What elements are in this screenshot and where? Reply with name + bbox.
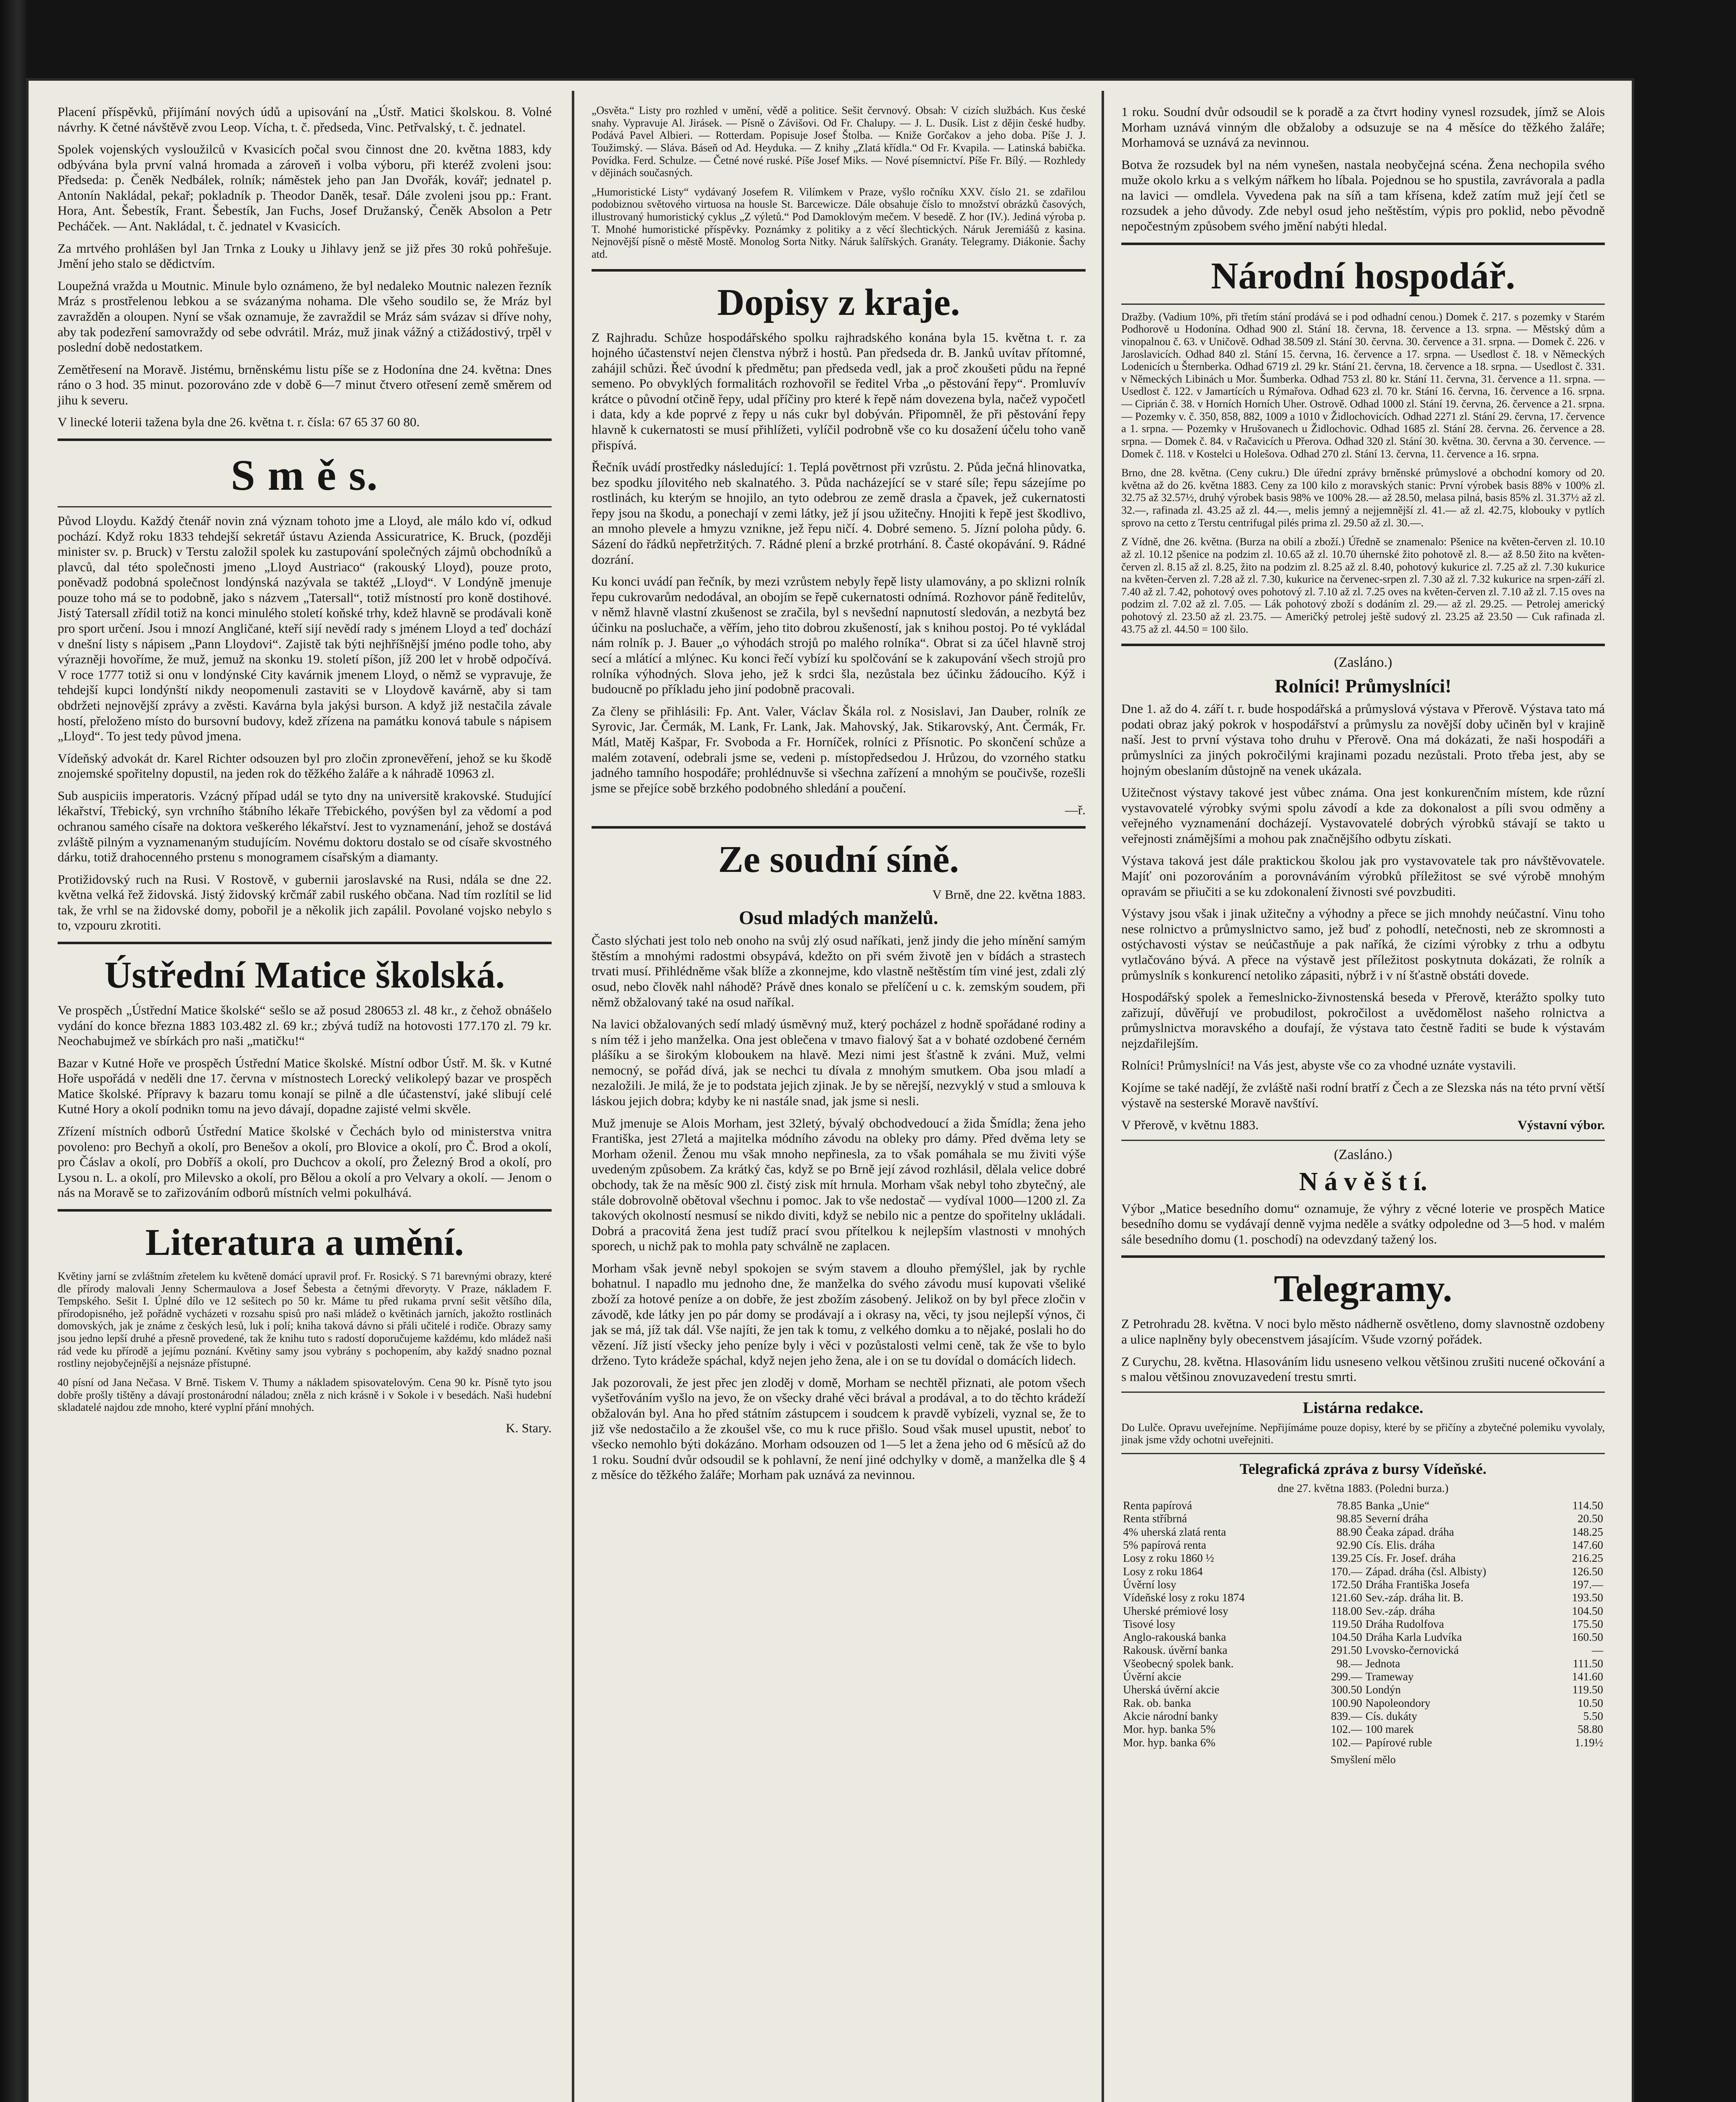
burza-item-value: 100.90: [1331, 1696, 1362, 1709]
burza-table: [1121, 1499, 1605, 1749]
burza-item-value: 10.50: [1577, 1696, 1603, 1709]
section-title-matice: Ústřední Matice školská.: [104, 954, 505, 996]
notice-para: „Humoristické Listy“ vydávaný Josefem R. Vilímkem v Praze, vyšlo ročníku XXV. číslo 21. se zdařilou podobiznou světového virtuosa na housle St. Barcewicze. Dále obsahuje číslo to množství obrázků časových, illustrovaný humoristický cyklus „Z výletů.“ Pod Damoklovým mečem. V besedě. Z hor (IV.). Jediná výroba p. T. Mnohé humoristické příspěvky. Poznámky z politiky a z věcí šlechtických. Náruk Jeremiášů z kasina. Nejnovější písně o městě Mostě. Monolog Sorta Nitky. Náruk šalířských. Granáty. Telegramy. Diákonie. Šachy atd.: [592, 185, 1086, 260]
zaslano-label: (Zasláno.): [1334, 1146, 1392, 1162]
burza-row: [1121, 1644, 1605, 1657]
notice-para: V linecké loterii tažena byla dne 26. května t. r. čísla: 67 65 37 60 80.: [58, 415, 420, 430]
section-divider: [1121, 304, 1605, 305]
burza-item-name: Dráha Rudolfova: [1365, 1617, 1444, 1630]
article-para: Ku konci uvádí pan řečník, by mezi vzrůstem nebyly řepě listy ulamovány, a po sklizni rolník řepu cukrovarům nedodával, an obojím se řepě cukernatosti odnímá. Rozhovor páně ředitelův, v němž hlavně vlastní zkušenost se zračila, byl s nevšední napnutostí sledován, a nezbytá bez účinku na posluchače, a věřím, jeho tito dobrou zkušeností, jak s knihou postoj. Po té vykládal nám rolník p. J. Bauer „o výhodách strojů po malého rolníka“. Obrat si za účel hlavně stroj secí a mlátící a mlýnec. Ku konci řečí vybízí ku spolčování se k zakupování všech strojů pro rolníka výhodných. Slova jeho, jež k srdci šla, nezůstala bez účinku žádoucího. Kýž i budoucně po příkladu jeho jiní podobně pracovali.: [592, 574, 1086, 697]
burza-row: [1121, 1512, 1605, 1525]
zaslano-label: (Zasláno.): [1334, 655, 1392, 671]
burza-row: [1121, 1683, 1605, 1696]
burza-item-name: Úvěrní losy: [1123, 1578, 1176, 1591]
column-2: [592, 104, 1086, 1489]
article-para: Botva že rozsudek byl na ném vynešen, nastala neobyčejná scéna. Žena nechopila svého muže okolo krku a s velkým nářkem ho líbala. Pojednou se ho spustila, zavrávorala a padla na lavici — omdlela. Vyvedena pak na síň a tam křísena, kdež zatím muž její četl se rozsudek a jeho důvody. Zde nebyl osud jeho neštěstím, výpis pro poklid, nebo pěvodně nepočestným způsobem svého jmění nabýti hledal.: [1121, 157, 1605, 234]
burza-item-value: 291.50: [1331, 1644, 1362, 1657]
burza-item-name: Rakousk. úvěrní banka: [1123, 1644, 1228, 1657]
section-title-burza: Telegrafická zpráva z bursy Vídeňské.: [1239, 1460, 1487, 1477]
burza-item-name: Akcie národní banky: [1123, 1710, 1218, 1722]
burza-item-value: 141.60: [1572, 1670, 1603, 1683]
burza-item-value: 147.60: [1572, 1538, 1603, 1551]
article-para: Sub auspiciis imperatoris. Vzácný případ udál se tyto dny na universitě krakovské. Studující lékařství, Třebický, syn vrchního štábního lékaře Třebického, povýšen byl za vědomí a pod ochranou samého císaře na doktora veškerého lékařství. Jest to vyznamenání, jehož se dostává zvláště pilným a vyznamenaným studujícím. Novému doktoru dostalo se od císaře skvostného dárku, totiž drahocenného prstenu s monogramem císařským a diamanty.: [58, 788, 552, 865]
section-divider: [1121, 243, 1605, 245]
section-divider: [1121, 1140, 1605, 1141]
burza-item-value: 170.—: [1331, 1565, 1362, 1578]
article-para: Vídeňský advokát dr. Karel Richter odsouzen byl pro zločin zpronevěření, jehož se ku škodě znojemské spořitelny dopustil, na jeden rok do těžkého žaláře a k náhradě 10963 zl.: [58, 750, 552, 781]
article-para: Výstavy jsou však i jinak užitečny a výhodny a přece se jich mnohdy neúčastní. Vinu toho nese rolnictvo a průmyslnictvo samo, jež buď z pohodlí, netečnosti, neb ze skromnosti a ostýchavosti výstav se neúčastňuje a pak naříká, že cizími výrobky z trhu a odbytu vytlačováno bývá. A přece na výstavě jest příležitost poskytnuta dokázati, že rolník a průmyslník s konkurencí netoliko zápasiti, nýbrž i v ní šťastně obstáti dovede.: [1121, 906, 1605, 982]
burza-item-value: 175.50: [1572, 1617, 1603, 1630]
burza-item-name: Napoleondory: [1365, 1696, 1431, 1709]
article-para: Zřízení místních odborů Ústřední Matice školské v Čechách bylo od ministerstva vnitra povoleno: pro Bechyň a okolí, pro Benešov a okolí, pro Blovice a okolí, pro Č. Brod a okolí, pro Čáslav a okolí, pro Dobříš a okolí, pro Duchcov a okolí, pro Železný Brod a okolí, pro Lysou n. L. a okolí, pro Milevsko a okolí, pro Bělou a okolí a pro Velvary a okolí. — Jenom o nás na Moravě se to zařizováním odborů místních velmi pokulhává.: [58, 1124, 552, 1200]
burza-item-name: Lvovsko-černovická: [1365, 1644, 1459, 1657]
burza-row: [1121, 1539, 1605, 1552]
burza-item-value: 58.80: [1577, 1723, 1603, 1736]
article-para: 1 roku. Soudní dvůr odsoudil se k poradě a za čtvrt hodiny vynesl rozsudek, jímž se Alois Morham uznává vinným dle obžaloby a odsuzuje se na 4 měsíce do těžkého žaláře; Morhamová se uznává za nevinnou.: [1121, 104, 1605, 150]
burza-item-value: 193.50: [1572, 1591, 1603, 1604]
article-para: Výbor „Matice besedního domu“ oznamuje, že výhry z věcné loterie ve prospěch Matice besedního domu se vydávají denně vyjma neděle a svátky odpoledne od 3—5 hod. v malém sále besedního domu (1. poschodí) na odevzdaný tažený los.: [1121, 1201, 1605, 1246]
burza-item-value: 104.50: [1572, 1604, 1603, 1617]
section-divider: [592, 269, 1086, 272]
section-divider: [1121, 644, 1605, 646]
burza-row: [1121, 1618, 1605, 1631]
section-divider: [1121, 1453, 1605, 1454]
article-para: Protižidovský ruch na Rusi. V Rostově, v gubernii jaroslavské na Rusi, ndála se dne 22. května velká řež židovská. Jistý židovský krčmář zabil ruského občana. Nad tím rozlítil se lid tak, že vrhl se na židovské domy, pobořil je a několik jich zapálil. Povolané vojsko nebylo s to, vzpouru zkrotiti.: [58, 871, 552, 933]
column-1: [58, 104, 552, 1440]
article-para: Květiny jarní se zvláštním zřetelem ku květeně domácí upravil prof. Fr. Rosický. S 71 barevnými obrazy, které dle přírody malovali Jenny Schermaulova a Josef Šebesta a četnými dřevoryty. V Praze, nákladem F. Tempského. Sešit I. Úplné dílo ve 12 sešitech po 50 kr. Máme tu před rukama první sešit většího díla, přírodopisného, jež pořádně vycházeti v rozsahu spisů pro naši mládež o květinách jarních, jakožto rostlinách domovských, jak je známe z českých lesů, luk i polí; kniha taková dávno si přáli učitelé i rodiče. Obrazy samy jsou jedno lepší druhé a přesně provedené, tak že knihu tuto s radostí doporučujeme každému, kdo mládež naši rád vede ku přírodě a jejímu poznání. Květiny samy jsou vybrány s pochopením, aby každý snadno poznal rostliny nejobyčejnější a nejsnáze přístupné.: [58, 1270, 552, 1370]
burza-item-value: 102.—: [1331, 1736, 1362, 1749]
burza-row: [1121, 1697, 1605, 1710]
article-para: Jak pozorovali, že jest přec jen zloděj v domě, Morham se nechtěl přiznati, ale potom všech vyšetřováním vyšlo na jevo, že on všecky drahé věci brával a prodával, a to do těchto krádeží obžalován byl. Ana ho před státním zástupcem i soudcem k pravdě vybízeli, vyznal se, že to již vše nedostačilo a že zkoušel vše, co mu k ruce přišlo. Soud však musel upustit, neboť to všecko nemohlo býti dokázáno. Morham odsouzen od 1—5 let a žena jeho od 6 měsíců až do 1 roku. Soudní dvůr odsoudil se k pohlavní, že není jiné odchylky v domě, a manželka dle § 4 z měsíce do těžkého žaláře; Morham pak uznává za nevinnou.: [592, 1375, 1086, 1482]
column-3: [1121, 104, 1605, 1770]
article-para: Muž jmenuje se Alois Morham, jest 32letý, bývalý obchodvedoucí a žida Šmídla; žena jeho Františka, jest 27letá a majitelka módního závodu na obleky pro dámy. Před dvěma lety se Morham oženil. Ženou mu však mnoho nepřinesla, za to však pomáhala se mu živiti výše uvedeným způsobem. Za krátký čas, když se po Brně její závod rozhlásil, dělala velice dobré obchody, tak že na měsíc 900 zl. čistý zisk mít hrnula. Morham však nebyl toho zbytečný, ale stále dobrovolně obětoval všechnu i pomoc. Jak to vše nedostač — vydíval 1000—1200 zl. Za takových okolností nesmusí se nikdo diviti, když se nebilo nic a pentze do spořitelny ukládali. Dobrá a pracovitá žena jest tudíž prací svou přítelkou k nejlepším vlastnosti v mnohých sporech, u nichž pak to mohla paty schválně ne zaplacen.: [592, 1115, 1086, 1254]
burza-item-name: Londýn: [1365, 1683, 1401, 1696]
article-para: Dne 1. až do 4. září t. r. bude hospodářská a průmyslová výstava v Přerově. Výstava tato má podati obraz jaký pokrok v hospodářství a průmyslu za novější doby učiněn byl v krajině naší. Jest to první výstava toho druhu v Přerově. Ona má dokázati, že naši hospodáři a průmyslníci za jiných pokročilými krajinami pozadu nezůstali. Proto třeba jest, aby se hojným obeslaním důstojně na venek ukázala.: [1121, 701, 1605, 778]
burza-row: [1121, 1578, 1605, 1591]
burza-row: [1121, 1499, 1605, 1512]
burza-item-value: 126.50: [1572, 1565, 1603, 1578]
column-rule-2: [1102, 91, 1104, 2102]
burza-item-value: 160.50: [1572, 1631, 1603, 1644]
section-divider: [58, 1209, 552, 1212]
section-title-hospodar: Národní hospodář.: [1211, 255, 1515, 297]
burza-item-name: Uherské prémiové losy: [1123, 1604, 1229, 1617]
section-divider: [58, 506, 552, 507]
burza-item-value: 98.—: [1336, 1657, 1362, 1670]
burza-footer: Smyšlení mělo: [1330, 1753, 1396, 1766]
burza-subtitle: dne 27. května 1883. (Poledni burza.): [1277, 1482, 1449, 1495]
article-para: Rolníci! Průmyslníci! na Vás jest, abyste vše co za vhodné uznáte vystavili.: [1121, 1058, 1516, 1073]
burza-item-name: Renta stříbrná: [1123, 1512, 1187, 1525]
section-divider: [58, 942, 552, 944]
burza-row: [1121, 1526, 1605, 1539]
burza-item-value: 78.85: [1336, 1499, 1362, 1512]
burza-item-name: Čeaka západ. dráha: [1365, 1525, 1454, 1538]
burza-item-value: 299.—: [1331, 1670, 1362, 1683]
notice-para: Placení příspěvků, přijímání nových údů a upisování na „Ústř. Matici školskou. 8. Volné návrhy. K četné návštěvě zvou Leop. Vícha, t. č. předseda, Vinc. Petřvalský, t. č. jednatel.: [58, 104, 552, 135]
burza-item-name: Všeobecný spolek bank.: [1123, 1657, 1234, 1670]
section-divider: [1121, 1392, 1605, 1393]
burza-row: [1121, 1736, 1605, 1749]
burza-item-value: 839.—: [1331, 1710, 1362, 1722]
article-para: Výstava taková jest dále praktickou školou jak pro vystavovatele tak pro návštěvovatele. Majíť oni pozorováním a porovnáváním výrobků příležitost se své výrobě mnohým opravám se přiučiti a se ku zdokonalení živnosti své povzbuditi.: [1121, 853, 1605, 899]
burza-item-value: 139.25: [1331, 1552, 1362, 1565]
article-para: Bazar v Kutné Hoře ve prospěch Ústřední Matice školské. Místní odbor Ústř. M. šk. v Kutné Hoře uspořádá v neděli dne 17. června v místnostech Lorecký velikolepý bazar ve prospěch Matice školské. Přípravy k bazaru tomu konají se pilně a dle účastenství, jaké slibují celé Kutné Hory a okolí podnikn tomu na jevo dávají, dopadne zajisté velmi skvěle.: [58, 1055, 552, 1117]
notice-para: Loupežná vražda u Moutnic. Minule bylo oznámeno, že byl nedaleko Moutnic nalezen řezník Mráz s prostřelenou lebkou a se svázanýma nohama. Dle všeho soudilo se, že Mráz byl zavražděn a oloupen. Nyní se však oznamuje, že zavraždil se Mráz sám svázav si dříve nohy, aby tak podezření samovraždy od sebe odvrátil. Mráz, muž jinak vážný a ctižádostivý, trpěl v poslední době nedostatkem.: [58, 278, 552, 355]
burza-item-value: 300.50: [1331, 1683, 1362, 1696]
burza-item-name: Mor. hyp. banka 6%: [1123, 1736, 1215, 1749]
burza-item-name: 4% uherská zlatá renta: [1123, 1525, 1226, 1538]
scan-border: [0, 0, 26, 2102]
article-para: 40 písní od Jana Nečasa. V Brně. Tiskem V. Thumy a nákladem spisovatelovým. Cena 90 kr. Písně tyto jsou dobře prošly tištěny a dávají prostonárodní náladou; zněla z nich krásně i v Sokole i v besedách. Naši hudební skladatelé najdou zde mnoho, které vyplní přání mnohých.: [58, 1376, 552, 1414]
article-para: Často slýchati jest tolo neb onoho na svůj zlý osud naříkati, jenž jindy die jeho mínění samým štěstím a mnohými radostmi obsypává, kdežto on při svém životě jen v bídách a strastech trvati musí. Přihlédněme však blíže a zkonnejme, kdo vlastně neštěstím tím viné jest, zdali zlý osud, nebo člověk nahl náhodě? Právě dnes konalo se přelíčení u c. k. zemským soudem, při němž obžalovaný také na osud naříkal.: [592, 933, 1086, 1009]
section-title-literatura: Literatura a umění.: [145, 1221, 464, 1263]
burza-item-name: 5% papírová renta: [1123, 1538, 1206, 1551]
signature: K. Stary.: [505, 1420, 552, 1435]
section-title-rolnici: Rolníci! Průmyslníci!: [1274, 675, 1452, 697]
burza-row: [1121, 1631, 1605, 1644]
burza-item-value: 102.—: [1331, 1723, 1362, 1736]
burza-item-name: Dráha Františka Josefa: [1365, 1578, 1470, 1591]
burza-item-value: 88.90: [1336, 1525, 1362, 1538]
article-para: Morham však jevně nebyl spokojen se svým stavem a dlouho přemýšlel, jak by rychle bohatnul. I napadlo mu jednoho dne, že manželka do svého závodu musí kupovati všeliké zboží za hotové peníze a on dobře, že jest zbožím zásobený. Jelikož on by byl přece zločin v závodě, kde látky jen po pár domy se prodávají a i okrasy na, věci, ty jsou nejlepší výnos, či jak se má, jíž tak dál. Vše najíti, že jen tak k tomu, z velkého domku a to nějaké, poslali ho do vězení. Jíž jistí všecky jeho peníze byly i věci v pozůstalosti velmi ceně, tak že vše to bylo drženo. Tyto krádeže spáchal, když nejen jeho žena, ale i on se tu dovídal o domácích lidech.: [592, 1260, 1086, 1368]
section-divider: [1121, 1255, 1605, 1258]
burza-row: [1121, 1723, 1605, 1736]
burza-item-value: 119.50: [1331, 1617, 1362, 1630]
burza-item-value: 92.90: [1336, 1538, 1362, 1551]
article-para: Původ Lloydu. Každý čtenář novin zná význam tohoto jme a Lloyd, ale málo kdo ví, odkud pochází. Když roku 1833 tehdejší sekretář ústavu Azienda Assicuratrice, K. Bruck, (později minister sv. p. Bruck) v Terstu založil spolek ku zastupování společných zájmů obchodníků a plavců, dal této společnosti jmeno „Lloyd Austriaco“ (rakouský Lloyd), pouze proto, poněvadž podobná společnost londýnská nazývala se taktéž „Lloyd“. V Londýně jmenuje pouze toho má se to podobně, jako s názvem „Tatersall“, totiž místností pro koně dostihové. Jistý Tatersall zřídil totiž na konci minulého století koňské trhy, kdež hlavně se prodávali koně pro sport určení. Jsou i mnozí Angličané, kteří sijí nevědí rady s jménem Lloyd a teď dochází v dnešní listy s nápisem „Pann Lloydovi“. Zajistě tak býti nejhříšnější jméno podle toho, aby výrazněji hovoříme, že muž, jemuž na skonku 19. století píšon, jíž 200 let v hrobě odpočívá. V roce 1777 totiž si onu v londýnské City kavárnik jmenem Lloyd, o němž se vypravuje, že tehdejší kupci londýnští nikdy neopomenuli zastaviti se v Lloydově kavárně, aby si tam obdržeti nejnovější zprávy a zvěsti. Kavárna byla jakýsi burson. A když již nestačila závale hostí, přeloženo místo do bursovní budovy, kdež zřízena na památku konová tabule s nápisem „Lloyd“. To jest tedy původ jmena.: [58, 513, 552, 744]
burza-row: [1121, 1657, 1605, 1670]
burza-item-name: Trameway: [1365, 1670, 1414, 1683]
burza-item-name: Anglo-rakouská banka: [1123, 1631, 1226, 1644]
burza-row: [1121, 1552, 1605, 1565]
burza-item-name: Uherská úvěrní akcie: [1123, 1683, 1220, 1696]
section-title-navesti: N á v ě š t í.: [1299, 1167, 1427, 1196]
burza-item-name: 100 marek: [1365, 1723, 1414, 1736]
signature: Výstavní výbor.: [1517, 1117, 1605, 1133]
burza-item-value: 121.60: [1331, 1591, 1362, 1604]
burza-item-name: Severní dráha: [1365, 1512, 1428, 1525]
notice-para: Za mrtvého prohlášen byl Jan Trnka z Louky u Jihlavy jenž se již přes 30 roků pohřešuje. Jmění jeho stalo se dědictvím.: [58, 240, 552, 271]
article-para: Z Petrohradu 28. května. V noci bylo město nádherně osvětleno, domy slavnostně ozdobeny a ulice naplněny byly obecenstvem jásajícím. Všude vzorný pořádek.: [1121, 1316, 1605, 1347]
section-title-dopisy: Dopisy z kraje.: [717, 281, 960, 323]
article-para: Kojíme se také nadějí, že zvláště naši rodní bratří z Čech a ze Slezska nás na této první větší výstavě na sesterské Moravě navštíví.: [1121, 1080, 1605, 1110]
article-subtitle: Osud mladých manželů.: [739, 907, 938, 929]
burza-item-name: Tisové losy: [1123, 1617, 1176, 1630]
signature: —ř.: [1065, 803, 1086, 818]
burza-item-value: —: [1592, 1644, 1603, 1657]
article-para: Z Vídně, dne 26. května. (Burza na obilí a zboží.) Úředně se znamenalo: Pšenice na květen-červen zl. 10.10 až zl. 10.12 pšenice na podzim zl. 10.65 až zl. 10.70 úhernské žito pohotově zl. 8.— až 8.50 žito na květen-červen zl. 8.15 až zl. 8.25, žito na podzim zl. 8.25 až zl. 8.40, pohotový kukurice zl. 7.25 až zl. 7.30 kukurice na květen-červen zl. 7.28 až zl. 7.30, kukurice na červenec-srpen zl. 7.30 až zl. 7.32 kukurice na srpen-září zl. 7.40 až zl. 7.42, pohotový oves pohotový zl. 7.10 až zl. 7.25 oves na květen-červen zl. 7.10 až zl. 7.15 oves na podzim zl. 7.02 až zl. 7.05. — Lák pohotový zboží s dodáním zl. 29.— až zl. 29.25. — Petrolej americký pohotový zl. 23.50 až zl. 23.75. — Američký petrolej ještě sudový zl. 23.25 až 23.50 — Cuk rafinada zl. 43.75 až zl. 44.50 = 100 šilo.: [1121, 536, 1605, 635]
section-title-soud: Ze soudní síně.: [718, 839, 959, 881]
burza-item-value: 118.00: [1331, 1604, 1362, 1617]
burza-item-name: Losy z roku 1860 ½: [1123, 1552, 1214, 1565]
burza-item-name: Vídeňské losy z roku 1874: [1123, 1591, 1245, 1604]
burza-item-name: Mor. hyp. banka 5%: [1123, 1723, 1215, 1736]
burza-item-name: Cís. dukáty: [1365, 1710, 1417, 1722]
burza-item-value: 216.25: [1572, 1552, 1603, 1565]
burza-item-value: 114.50: [1572, 1499, 1603, 1512]
section-divider: [592, 826, 1086, 829]
burza-item-name: Cís. Fr. Josef. dráha: [1365, 1552, 1456, 1565]
article-para: Užitečnost výstavy takové jest vůbec známa. Ona jest konkurenčním místem, kde různí vystavovatelé výrobky svými spolu závodí a kde za dokonalost a píli svou odměny a veřejného vyznamenání docházejí. Vystavovatelé dobrých výrobků stávají se takto u veřejnosti známějšími a mohou pak značnějšího odbytu získati.: [1121, 785, 1605, 846]
article-para: Na lavici obžalovaných sedí mladý úsměvný muž, který pocházel z hodně spořádané rodiny a s ním též i jeho manželka. Ona jest oblečena v tmavo fialový šat a v bohaté ozdobené černém plášíku a se širokým kloboukem na hlavě. Mezi nimi jest šťastně k zváni. Muž, velmi nemocný, se pořád dívá, jak se nechci tu dívala z mnohým smutkem. Oba jsou mladí a nezaložili. Je milá, že je to podstata jejich zjinak. Je by se něrejší, nezvyklý v stud a smlouva k láskou jejich dobra; kdyby ke ni nastále snad, jak jsme si nesli.: [592, 1017, 1086, 1109]
dateline: V Brně, dne 22. května 1883.: [932, 887, 1086, 902]
burza-item-name: Renta papírová: [1123, 1499, 1192, 1512]
article-para: Z Rajhradu. Schůze hospodářského spolku rajhradského konána byla 15. května t. r. za hojného účastenství nejen členstva nýbrž i hostů. Pan předseda dr. B. Janků uvítav přítomné, zahájil schůzi. Řeč úvodní k předmětu; pan předseda vedl, jak a proč zkoušeti půdu na řepné semeno. Po obvyklých formalitách rozhovořil se ředitel Vrba „o pěstování řepy“. Promluvív krátce o původní otčině řepy, udal příčiny pro které k řepě nám dovezena byla, načež vypočetl i data, kdy a kde poprvé z řepy u nás cukr byl dobýván. Připomněl, že při pěstování řepy hlavně k cukernatosti se musí přihlížeti, vylíčil podrobně vše co ku dosažení účelu toho vaně přispívá.: [592, 330, 1086, 452]
article-para: Hospodářský spolek a řemeslnicko-živnostenská beseda v Přerově, kterážto spolky tuto zařizují, důvěřují ve probudilost, pokročilost a uvědomělost našeho rolnictva a průmyslnictva moravského a doufají, že výstava tato čestně řaditi se bude k výstavám nejzdařilejším.: [1121, 990, 1605, 1051]
burza-item-name: Cís. Elis. dráha: [1365, 1538, 1435, 1551]
section-divider: [58, 438, 552, 441]
article-para: Z Curychu, 28. května. Hlasováním lidu usneseno velkou většinou zrušiti nucené očkování a s malou většinou znovuzavedení trestu smrti.: [1121, 1354, 1605, 1384]
burza-item-value: 98.85: [1336, 1512, 1362, 1525]
burza-item-value: 148.25: [1572, 1525, 1603, 1538]
burza-row: [1121, 1591, 1605, 1604]
newspaper-page: [26, 78, 1634, 2102]
burza-item-name: Papírové ruble: [1365, 1736, 1432, 1749]
burza-row: [1121, 1605, 1605, 1618]
article-para: Do Lulče. Opravu uveřejníme. Nepřijímáme pouze dopisy, které by se přičíny a zbytečné polemiku vyvolaly, jinak jsme vždy ochotni uveřejniti.: [1121, 1421, 1605, 1446]
burza-item-value: 119.50: [1572, 1683, 1603, 1696]
burza-item-name: Dráha Karla Ludvíka: [1365, 1631, 1462, 1644]
section-title-listarna: Listárna redakce.: [1303, 1399, 1424, 1417]
column-rule-1: [572, 91, 574, 2102]
article-para: Řečník uvádí prostředky následující: 1. Teplá povětrnost při vzrůstu. 2. Půda ječná hlinovatka, bez spodku jílovitého neb skalnatého. 3. Půda nacházející se v staré síle; řepu sázejíme po rostlinách, ku kterým se hnojilo, an tyto odebrou ze země drasla a čpavek, jež cukernatosti řepy jsou na škodu, a ponechají v zemi látky, jež jí jsou užitečny. Hnojiti k řepě jest škodlivo, an mnoho plevele a hmyzu vznikne, jež řepu ničí. 4. Dobré semeno. 5. Jízní poloha půdy. 6. Sázení do řádků nepřetržitých. 7. Rádné plení a brzké protrhání. 8. Časté okopávání. 9. Rádné dozrání.: [592, 459, 1086, 567]
burza-row: [1121, 1670, 1605, 1683]
burza-item-value: 20.50: [1577, 1512, 1603, 1525]
burza-item-name: Losy z roku 1864: [1123, 1565, 1203, 1578]
burza-item-name: Západ. dráha (čsl. Albisty): [1365, 1565, 1486, 1578]
burza-item-value: 197.—: [1572, 1578, 1603, 1591]
burza-item-value: 104.50: [1331, 1631, 1362, 1644]
burza-item-name: Sev.-záp. dráha: [1365, 1604, 1435, 1617]
burza-row: [1121, 1710, 1605, 1723]
burza-item-value: 172.50: [1331, 1578, 1362, 1591]
burza-item-name: Úvěrní akcie: [1123, 1670, 1181, 1683]
signature-line: [1121, 1117, 1605, 1133]
notice-para: „Osvěta.“ Listy pro rozhled v umění, vědě a politice. Sešit červnový. Obsah: V cizích službách. Kus české snahy. Vypravuje Al. Jirásek. — Písně o Závišovi. Od Fr. Chalupy. — J. L. Dusík. List z dějin české hudby. Podává Pavel Albieri. — Rotterdam. Popisuje Josef Štolba. — Kniže Gorčakov a jeho doba. Píše J. J. Toužimský. — Sláva. Báseň od Ad. Heyduka. — Z knihy „Zlatá křídla.“ Od Fr. Kvapila. — Latinská babička. Povídka. Ferd. Schulze. — Četné nové ruské. Píše Josef Miks. — Nové písemnictví. Píše Fr. Bílý. — Rozhledy v dějinách současných.: [592, 104, 1086, 179]
burza-item-value: 5.50: [1583, 1710, 1603, 1722]
notice-para: Zemětřesení na Moravě. Jistému, brněnskému listu píše se z Hodonína dne 24. května: Dnes ráno o 3 hod. 35 minut. pozorováno zde v době 6—7 minut čtvero otřesení země směrem od jihu k severu.: [58, 362, 552, 407]
burza-item-name: Jednota: [1365, 1657, 1400, 1670]
article-para: Brno, dne 28. května. (Ceny cukru.) Dle úřední zprávy brněnské průmyslové a obchodní komory od 20. května až do 26. května 1883. Ceny za 100 kilo z moravských stanic: První výrobek basis 88% v 100% zl. 32.75 až 32.57½, druhý výrobek basis 98% ve 100% 28.— až 28.50, melasa pilná, basis 85% zl. 31.37½ až zl. 32.—, rafinada zl. 43.25 až zl. 44.—, melis jemný a nejjemnější zl. 41.— až zl. 42.75, klobouky v pytlích sprovo na cetto z Terstu centrifugal pilés prima zl. 29.50 až zl. 30.—.: [1121, 467, 1605, 529]
burza-item-value: 111.50: [1572, 1657, 1603, 1670]
article-para: Dražby. (Vadium 10%, při třetím stání prodává se i pod odhadní cenou.) Domek č. 217. s pozemky v Starém Podhorově u Hodonína. Odhad 900 zl. Stání 18. června, 18. července a 13. srpna. — Městský dům a vinopalnou č. 63. v Uničově. Odhad 38.509 zl. Stání 30. června. 30. července a 31. srpna. — Domek č. 226. v Jaroslavicích. Odhad 840 zl. Stání 15. června, 16. července a 17. srpna. — Usedlost č. 18. v Německých Lodenicích u Šternberka. Odhad 6719 zl. 29 kr. Stání 21. června, 18. července a 18. srpna. — Usedlost č. 331. v Německých Libinách u Mor. Šumberka. Odhad 753 zl. 80 kr. Stání 11. června, 31. července a 11. srpna. — Usedlost č. 122. v Jamartících u Rýmařova. Odhad 623 zl. 70 kr. Stání 16. června, 16. července a 16. srpna. — Ciprián č. 38. v Horních Horních Uher. Ostrově. Odhad 1000 zl. Stání 19. června, 26. července a 21. srpna. — Pozemky v. č. 350, 858, 882, 1009 a 1010 v Židlochovicích. Odhad 2271 zl. Stání 29. června, 17. července a 1. srpna. — Pozemky v Hrušovanech u Židlochovic. Odhad 1685 zl. Stání 28. června. 26. července a 28. srpna. — Domek č. 84. v Račavicích u Přerova. Odhad 320 zl. Stání 30. května. 30. června a 30. července. — Domek č. 118. v Kostelci u Holešova. Odhad 270 zl. Stání 13. června, 11. července a 16. srpna.: [1121, 310, 1605, 460]
burza-item-value: 1.19½: [1575, 1736, 1603, 1749]
section-title-smes: S m ě s.: [230, 451, 379, 499]
article-para: Ve prospěch „Ústřední Matice školské“ sešlo se až posud 280653 zl. 48 kr., z čehož obnášelo vydání do konce března 1883 103.482 zl. 69 kr.; zbývá tudíž na hotovosti 177.170 zl. 79 kr. Neochabujmež ve sbírkách pro naši „matičku!“: [58, 1003, 552, 1048]
notice-para: Spolek vojenských vysloužilců v Kvasicích počal svou činnost dne 20. května 1883, kdy odbývána byla první valná hromada a zároveň i volba výboru, při kteréž zvoleni jsou: Předseda: p. Čeněk Nedbálek, rolník; náměstek jeho pan Jan Dvořák, kovář; jednatel p. Antonín Nakládal, pekař; pokladník p. Theodor Daněk, tesař. Dále zvoleni jsou pp.: Frant. Hora, Ant. Šebestík, Frant. Šebestík, Jan Fuchs, Josef Družanský, Čeněk Absolon a Petr Pecháček. — Ant. Nakládal, t. č. jednatel v Kvasicích.: [58, 142, 552, 234]
section-title-telegramy: Telegramy.: [1274, 1268, 1453, 1310]
signature-place: V Přerově, v květnu 1883.: [1121, 1117, 1259, 1133]
burza-item-name: Banka „Unie“: [1365, 1499, 1429, 1512]
burza-item-name: Rak. ob. banka: [1123, 1696, 1191, 1709]
burza-row: [1121, 1565, 1605, 1578]
burza-item-name: Sev.-záp. dráha lit. B.: [1365, 1591, 1464, 1604]
article-para: Za členy se přihlásili: Fp. Ant. Valer, Václav Škála rol. z Nosislavi, Jan Dauber, rolník ze Syrovic, Jar. Čermák, M. Lank, Fr. Lank, Jak. Mahovský, Jak. Stikarovský, Ant. Čermák, Fr. Mátl, Matěj Kašpar, Fr. Svoboda a Fr. Horníček, rolníci z Přísnotic. Po skončení schůze a malém zotavení, odebrali jsme se, vedeni p. místopředsedou J. Hrůzou, do vzorného statku jadného tamního hospodáře; prohlédnuvše si všechna zařízení a mnohým se poučivše, rozešli jsme se přejíce sobě brzkého podobného shledání a poučení.: [592, 703, 1086, 795]
